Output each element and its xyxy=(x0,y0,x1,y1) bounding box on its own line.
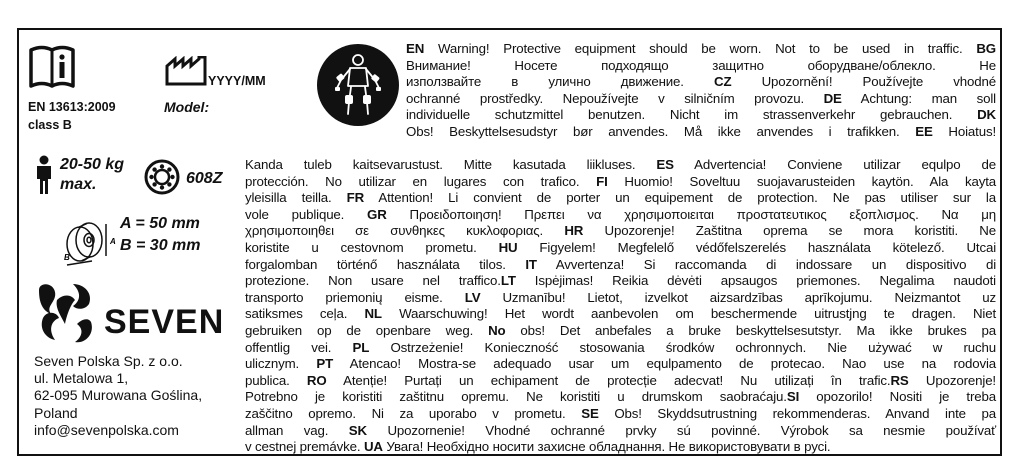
warning-text: Ostrzeżenie! Konieczność stosowania środków ochronnych. Nie używać w ruchu xyxy=(369,339,996,355)
language-code: ES xyxy=(656,157,674,172)
warning-line xyxy=(245,323,996,340)
language-code: GR xyxy=(367,206,387,222)
language-code: EE xyxy=(915,123,933,139)
warning-line xyxy=(406,74,996,91)
address-street: ul. Metalowa 1, xyxy=(34,370,129,387)
standard-number: EN 13613:2009 xyxy=(28,100,116,114)
warning-text: offentlig vei. xyxy=(245,339,353,355)
max-weight xyxy=(60,155,124,195)
warning-text: Atenție! Purtați un echipament de protecție adecvat! Nu utilizați în trafic. xyxy=(326,372,891,388)
warning-text: Attention! Li convient de porter un equipement de protection. Ne pas utiliser sur la xyxy=(364,190,996,206)
warning-text: allman vag. xyxy=(245,422,349,438)
warning-line xyxy=(245,207,996,224)
warning-text: forgalomban történő használata tilos. xyxy=(245,256,526,272)
warning-text: Potrebno je koristiti zaštitnu opremu. Ne koristiti u drumskom saobraćaju. xyxy=(245,389,787,405)
dim-a-marker: A xyxy=(110,237,116,246)
warning-line xyxy=(245,257,996,274)
warning-text: obs! Det anbefales a bruke beskyttelsesutstyr. Ma ikke brukes pa xyxy=(505,322,996,338)
warning-text: yleisilla teilla. xyxy=(245,190,347,206)
language-code: PL xyxy=(352,339,370,355)
warnings-top xyxy=(406,41,996,141)
protective-equipment-icon xyxy=(317,44,399,126)
language-code: CZ xyxy=(714,74,732,90)
warning-text: Obs! Skyddsutrustning rekommenderas. Anvand inte pa xyxy=(598,405,996,421)
warning-text: zaščitno opremo. Ni za uporabo v prometu. xyxy=(245,405,582,421)
warning-text: Uzmanību! Lietot, izvelkot aizsardzības aprīkojumu. Neizmantot uz xyxy=(480,289,996,305)
warning-line xyxy=(406,107,996,124)
language-code: DK xyxy=(977,107,996,123)
warning-line xyxy=(245,240,996,257)
warning-text: χρησιμοποιηθει σε συνθηκες κυκλοφοριας. xyxy=(245,223,565,239)
warning-line xyxy=(245,157,996,174)
warning-line xyxy=(406,124,996,141)
language-code: EN xyxy=(406,41,425,56)
language-code: UA xyxy=(363,439,383,455)
language-code: SI xyxy=(786,389,800,405)
warning-text: Upozorenje! Zaštitna oprema se mora koristiti. Ne xyxy=(583,223,997,239)
warning-line xyxy=(406,58,996,75)
language-code: NL xyxy=(364,306,382,322)
company-email: info@sevenpolska.com xyxy=(34,421,179,438)
brand-name: SEVEN xyxy=(104,303,225,341)
language-code: RO xyxy=(306,372,327,388)
warning-text: koristite u cestovnom prometu. xyxy=(245,239,499,255)
warning-line xyxy=(245,190,996,207)
company-address xyxy=(34,353,202,439)
dim-b-marker: B xyxy=(64,253,70,262)
warning-text: ochranné prostředky. Nepoužívejte v silničním provozu. xyxy=(406,90,824,106)
warning-text: opozorilo! Nositi je treba xyxy=(799,389,996,405)
language-code: IT xyxy=(525,256,537,272)
language-code: HU xyxy=(498,239,518,255)
language-code: SE xyxy=(581,405,599,421)
manual-info-icon xyxy=(28,44,76,90)
warning-line xyxy=(245,290,996,307)
warning-text: transporto priemonių eisme. xyxy=(245,289,465,305)
warning-text: Achtung: man soll xyxy=(841,90,996,106)
warning-line xyxy=(245,273,996,290)
warning-text: Увага! Необхідно носити захисне обладнання. Не використовувати в русі. xyxy=(382,439,831,455)
wheel-dimensions-icon xyxy=(58,216,120,268)
warning-text: protezione. Non usare nel traffico. xyxy=(245,273,501,289)
warning-text: използвайте в улично движение. xyxy=(406,74,714,90)
warning-line xyxy=(406,91,996,108)
date-format: YYYY/MM xyxy=(208,74,266,88)
bearing-icon xyxy=(144,159,180,195)
warning-line xyxy=(245,306,996,323)
warning-text: vole publique. xyxy=(245,206,368,222)
language-code: DE xyxy=(823,90,842,106)
warning-text: Warning! Protective equipment should be worn. Not to be used in traffic. xyxy=(424,41,977,56)
warning-line xyxy=(245,439,996,456)
warning-text: Avvertenza! Si raccomanda di indossare un dispositivo di xyxy=(536,256,996,272)
manufacturer-date-icon xyxy=(165,56,207,86)
wheel-dimensions xyxy=(120,213,200,257)
language-code: FR xyxy=(346,190,365,206)
warning-text: Kanda tuleb kaitsevarustust. Mitte kasutada liikluses. xyxy=(245,157,657,172)
warnings-bottom xyxy=(245,157,996,456)
language-code: FI xyxy=(596,173,608,189)
model-label: Model: xyxy=(164,99,210,115)
warning-text: Upozornenie! Vhodné ochranné prvky sú povinné. Výrobok sa nesmie používať xyxy=(366,422,996,438)
warning-text: Figyelem! Megfelelő védőfelszerelés használata kötelező. Utcai xyxy=(517,239,996,255)
seven-logo-icon xyxy=(33,280,99,346)
person-icon xyxy=(34,155,54,195)
standard-info xyxy=(28,98,116,134)
warning-line xyxy=(245,423,996,440)
warning-text: protección. No utilizar en lugares con trafico. xyxy=(245,173,597,189)
warning-text: Obs! Beskyttelsesudstyr bør anvendes. Må ikke anvendes i trafikken. xyxy=(406,123,916,139)
language-code: LT xyxy=(500,273,516,289)
warning-text: Προειδοποιηση! Πρεπει να χρησιμοποιειται προστατευτικος εξοπλισμος. Να μη xyxy=(386,206,996,222)
warning-text: Внимание! Носете подходящо защитно оборудване/облекло. Не xyxy=(406,57,996,73)
language-code: BG xyxy=(976,41,996,56)
language-code: SK xyxy=(348,422,367,438)
language-code: No xyxy=(488,322,506,338)
warning-line xyxy=(406,41,996,58)
language-code: HR xyxy=(564,223,584,239)
bearing-type: 608Z xyxy=(186,170,223,187)
warning-text: individuelle schutzmittel benutzen. Nicht im strassenverkehr gebrauchen. xyxy=(406,107,978,123)
language-code: RS xyxy=(890,372,909,388)
company-name: Seven Polska Sp. z o.o. xyxy=(34,353,183,369)
warning-text: Waarschuwing! Het wordt aanbevolen om beschermende uitrustjng te dragen. Niet xyxy=(381,306,997,322)
warning-text: Upozorenje! xyxy=(908,372,996,388)
warning-text: v cestnej premávke. xyxy=(245,439,364,455)
standard-class: class B xyxy=(28,118,72,132)
warning-text: Hoiatus! xyxy=(932,123,996,139)
warning-line xyxy=(245,389,996,406)
address-country: Poland xyxy=(34,404,78,421)
language-code: LV xyxy=(464,289,481,305)
warning-line xyxy=(245,340,996,357)
warning-text: gebruiken op de openbare weg. xyxy=(245,322,489,338)
warning-text: Advertencia! Conviene utilizar equlpo de xyxy=(673,157,996,172)
warning-text: ulicznym. xyxy=(245,356,317,372)
address-city: 62-095 Murowana Goślina, xyxy=(34,387,203,404)
warning-text: Upozornění! Používejte vhodné xyxy=(731,74,996,90)
warning-text: Huomio! Soveltuu suojavarusteiden kaytön. Ala kayta xyxy=(607,173,996,189)
dimension-a: A = 50 mm xyxy=(120,215,200,232)
warning-line xyxy=(245,356,996,373)
warning-line xyxy=(245,373,996,390)
warning-text: Atencao! Mostra-se adequado usar um equlpamento de protecao. Nao use na rodovia xyxy=(333,356,997,372)
warning-text: Ispėjimas! Reikia dėvėti apsaugos priemones. Negalima naudoti xyxy=(515,273,996,289)
dimension-b: B = 30 mm xyxy=(120,237,201,254)
warning-text: satiksmes ceļa. xyxy=(245,306,365,322)
weight-range: 20-50 kg xyxy=(60,156,125,173)
warning-line xyxy=(245,174,996,191)
weight-max: max. xyxy=(60,176,97,193)
language-code: PT xyxy=(316,356,334,372)
warning-line xyxy=(245,406,996,423)
warning-text: publica. xyxy=(245,372,307,388)
warning-line xyxy=(245,223,996,240)
